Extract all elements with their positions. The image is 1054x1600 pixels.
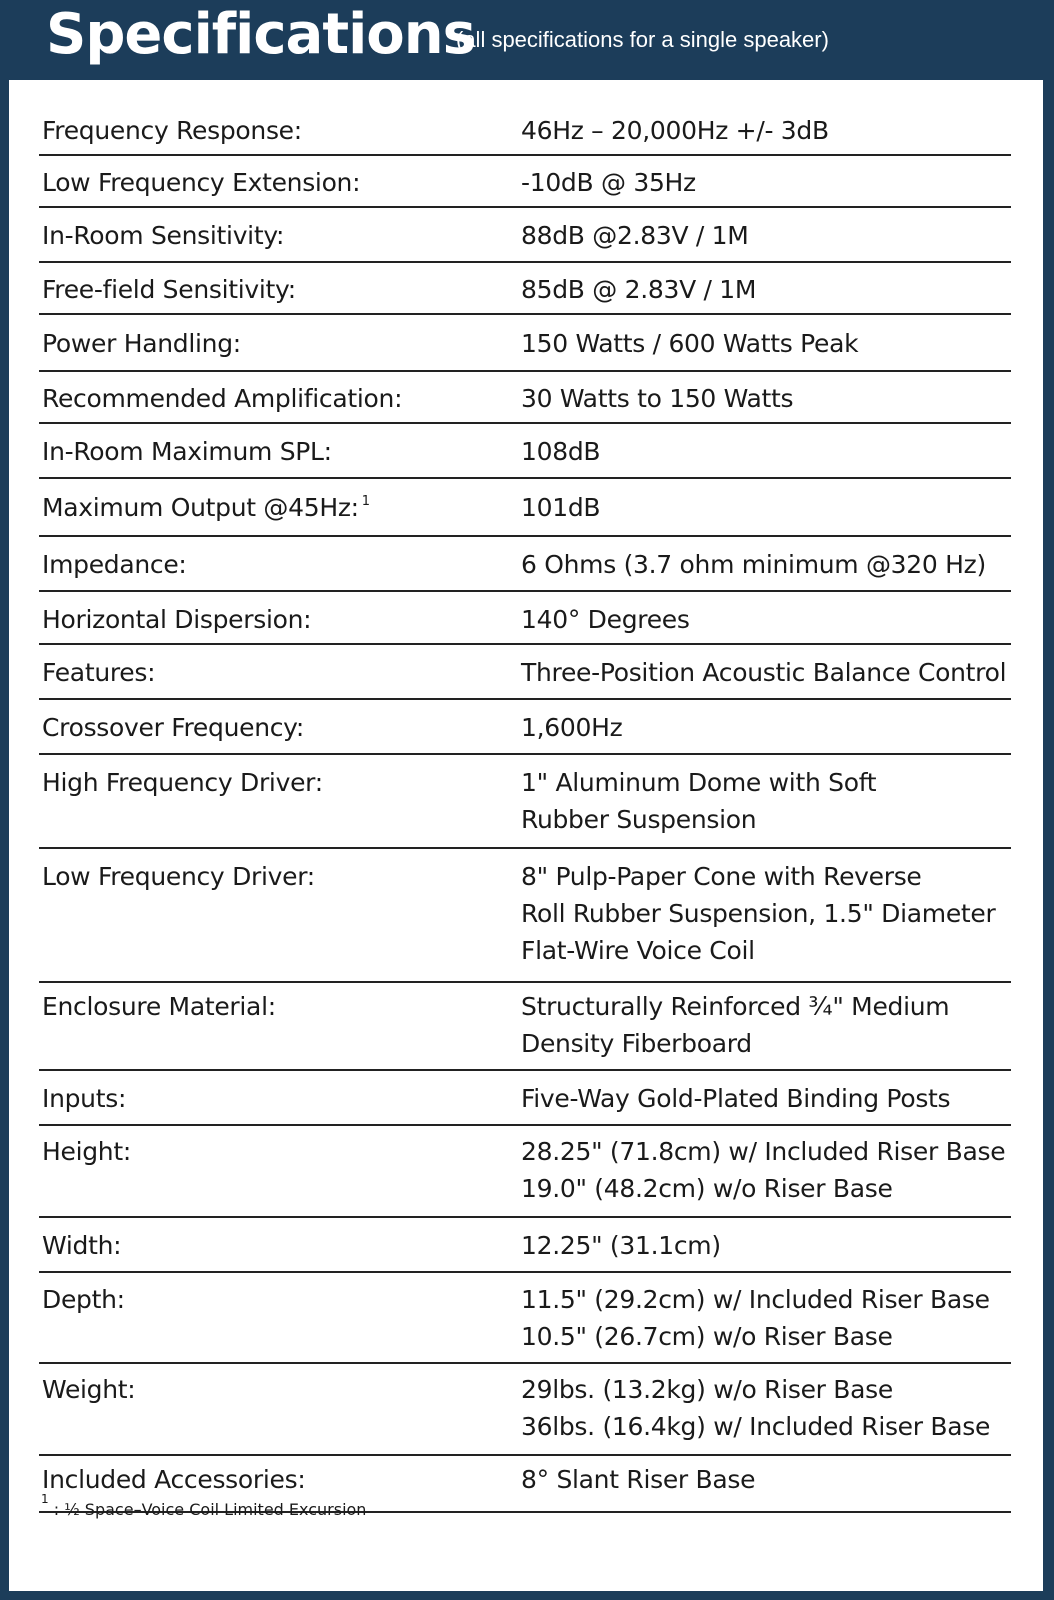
spec-table — [9, 80, 1043, 1591]
spec-value: 1,600Hz — [521, 713, 623, 742]
spec-label: Included Accessories: — [42, 1465, 306, 1494]
footnote-marker: 1 — [41, 1492, 49, 1506]
spec-label: Features: — [42, 658, 156, 687]
spec-label: In-Room Sensitivity: — [42, 221, 285, 250]
spec-value: 8" Pulp-Paper Cone with Reverse Roll Rubber Suspension, 1.5" Diameter Flat-Wire Voice Coil — [521, 862, 996, 965]
spec-value: -10dB @ 35Hz — [521, 168, 696, 197]
spec-row-width — [39, 1218, 1011, 1273]
spec-row-maximum-output — [39, 479, 1011, 537]
spec-row-low-frequency-extension — [39, 156, 1011, 208]
spec-row-depth — [39, 1273, 1011, 1364]
spec-value: 108dB — [521, 437, 601, 466]
spec-label: Enclosure Material: — [42, 992, 276, 1021]
spec-label: Low Frequency Driver: — [42, 862, 315, 891]
spec-row-crossover-frequency — [39, 700, 1011, 755]
spec-row-recommended-amplification — [39, 372, 1011, 424]
spec-value: 29lbs. (13.2kg) w/o Riser Base 36lbs. (16.4kg) w/ Included Riser Base — [521, 1375, 991, 1441]
spec-label: Inputs: — [42, 1084, 127, 1113]
spec-label: Depth: — [42, 1285, 125, 1314]
header-bar — [0, 0, 1054, 80]
spec-label: In-Room Maximum SPL: — [42, 437, 332, 466]
spec-row-impedance — [39, 537, 1011, 592]
spec-label: Height: — [42, 1137, 131, 1166]
spec-label: Crossover Frequency: — [42, 713, 304, 742]
spec-row-power-handling — [39, 315, 1011, 372]
spec-value: 12.25" (31.1cm) — [521, 1231, 721, 1260]
spec-value: 30 Watts to 150 Watts — [521, 384, 794, 413]
spec-value: 150 Watts / 600 Watts Peak — [521, 329, 859, 358]
spec-value: Five-Way Gold-Plated Binding Posts — [521, 1084, 951, 1113]
spec-value: Three-Position Acoustic Balance Control — [521, 658, 1007, 687]
footnote — [41, 1492, 367, 1519]
spec-label: Horizontal Dispersion: — [42, 605, 312, 634]
spec-value: Structurally Reinforced ¾" Medium Density Fiberboard — [521, 992, 950, 1058]
spec-row-height — [39, 1126, 1011, 1218]
spec-value: 85dB @ 2.83V / 1M — [521, 275, 757, 304]
spec-row-frequency-response — [39, 112, 1011, 156]
spec-row-in-room-maximum-spl — [39, 424, 1011, 479]
spec-label: Recommended Amplification: — [42, 384, 403, 413]
spec-value: 1" Aluminum Dome with Soft Rubber Suspension — [521, 768, 877, 834]
spec-row-in-room-sensitivity — [39, 208, 1011, 263]
spec-row-horizontal-dispersion — [39, 592, 1011, 645]
footnote-ref: 1 — [361, 494, 370, 509]
spec-value: 11.5" (29.2cm) w/ Included Riser Base 10.5" (26.7cm) w/o Riser Base — [521, 1285, 990, 1351]
spec-row-enclosure-material — [39, 983, 1011, 1071]
spec-label: Low Frequency Extension: — [42, 168, 361, 197]
spec-row-high-frequency-driver — [39, 755, 1011, 849]
spec-value: 46Hz – 20,000Hz +/- 3dB — [521, 116, 829, 145]
spec-label: Free-field Sensitivity: — [42, 275, 296, 304]
spec-label: Impedance: — [42, 550, 187, 579]
footnote-text: : ½ Space–Voice Coil Limited Excursion — [53, 1500, 367, 1519]
spec-label: High Frequency Driver: — [42, 768, 323, 797]
spec-value: 101dB — [521, 493, 601, 522]
spec-value: 28.25" (71.8cm) w/ Included Riser Base 19.0" (48.2cm) w/o Riser Base — [521, 1137, 1006, 1203]
spec-label: Width: — [42, 1231, 122, 1260]
spec-value: 140° Degrees — [521, 605, 690, 634]
spec-row-low-frequency-driver — [39, 849, 1011, 983]
spec-value: 6 Ohms (3.7 ohm minimum @320 Hz) — [521, 550, 986, 579]
spec-label: Maximum Output @45Hz: $^1$ — [42, 493, 370, 522]
spec-row-free-field-sensitivity — [39, 263, 1011, 315]
spec-row-weight — [39, 1364, 1011, 1456]
spec-value: 88dB @2.83V / 1M — [521, 221, 749, 250]
spec-label: Power Handling: — [42, 329, 241, 358]
spec-row-features — [39, 645, 1011, 700]
spec-label: Frequency Response: — [42, 116, 302, 145]
page-title: Specifications — [46, 2, 475, 67]
spec-row-inputs — [39, 1071, 1011, 1126]
page-subtitle: (all specifications for a single speaker) — [456, 27, 829, 52]
spec-label: Weight: — [42, 1375, 136, 1404]
spec-value: 8° Slant Riser Base — [521, 1465, 756, 1494]
